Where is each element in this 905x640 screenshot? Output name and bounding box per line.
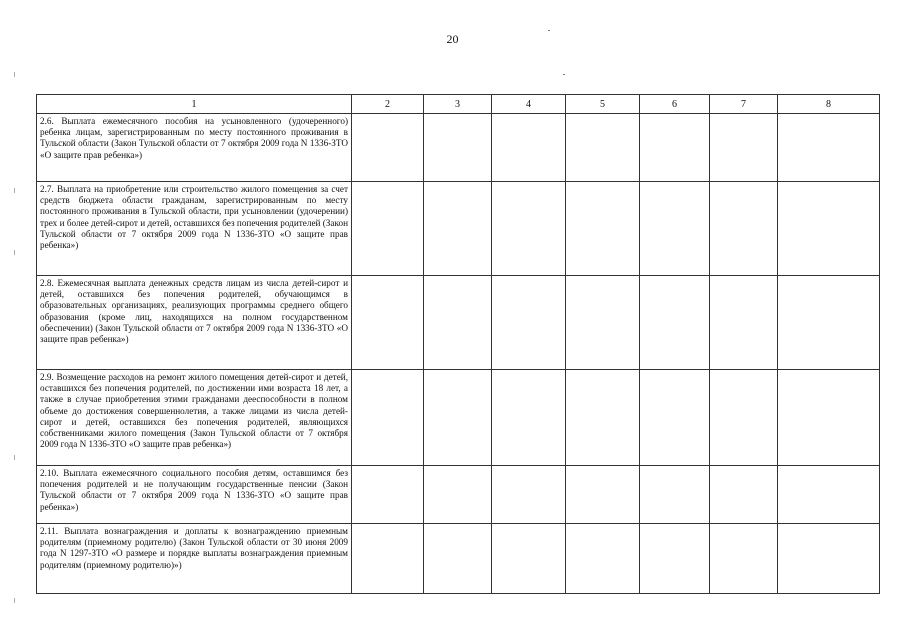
value-cell bbox=[492, 524, 566, 594]
value-cell bbox=[566, 276, 640, 370]
row-description-cell bbox=[37, 182, 352, 276]
table-row bbox=[37, 524, 880, 594]
scan-edge-mark bbox=[14, 250, 15, 255]
value-cell bbox=[352, 276, 424, 370]
value-cell bbox=[492, 276, 566, 370]
value-cell bbox=[492, 466, 566, 524]
row-description-cell bbox=[37, 524, 352, 594]
row-description: 2.8. Ежемесячная выплата денежных средств лицам из числа детей-сирот и детей, оставшихся без попечения родителей, обучающимся в образовательных организациях, реализующих программы среднего общего образования (кроме лиц, находящихся на полном государственном обеспечении) (Закон Тульской области от 7 октября 2009 года N 1336-ЗТО «О защите прав ребенка») bbox=[40, 278, 348, 345]
column-header: 1 bbox=[37, 95, 352, 114]
row-description: 2.11. Выплата вознаграждения и доплаты к вознаграждению приемным родителям (приемному родителю) (Закон Тульской области от 30 июня 2009 года N 1297-ЗТО «О размере и порядке выплаты вознаграждения приемным родителям (приемному родителю)») bbox=[40, 526, 348, 570]
value-cell bbox=[424, 182, 492, 276]
row-description: 2.6. Выплата ежемесячного пособия на усыновленного (удочеренного) ребенка лицам, зарегистрированным по месту постоянного проживания в Тульской области (Закон Тульской области от 7 октября 2009 года N 1336-ЗТО «О защите прав ребенка») bbox=[40, 116, 348, 160]
row-description: 2.9. Возмещение расходов на ремонт жилого помещения детей-сирот и детей, оставшихся без попечения родителей, по достижении ими возраста 18 лет, а также в случае приобретения этими гражданами дееспособности в полном объеме до достижения совершеннолетия, а также лицами из числа детей-сирот и детей, оставшихся без попечения родителей, являющихся собственниками жилого помещения (Закон Тульской области от 7 октября 2009 года N 1336-ЗТО «О защите прав ребенка») bbox=[40, 372, 348, 450]
value-cell bbox=[778, 114, 880, 182]
row-description: 2.10. Выплата ежемесячного социального пособия детям, оставшимся без попечения родителей и не получающим государственные пенсии (Закон Тульской области от 7 октября 2009 года N 1336-ЗТО «О защите прав ребенка») bbox=[40, 468, 348, 512]
value-cell bbox=[566, 370, 640, 466]
table-row bbox=[37, 276, 880, 370]
value-cell bbox=[710, 370, 778, 466]
value-cell bbox=[424, 466, 492, 524]
scan-edge-mark bbox=[14, 188, 15, 193]
scan-speck bbox=[563, 74, 565, 75]
column-header: 7 bbox=[710, 95, 778, 114]
row-description-cell bbox=[37, 370, 352, 466]
value-cell bbox=[640, 276, 710, 370]
page-number: 20 bbox=[446, 32, 459, 46]
value-cell bbox=[710, 524, 778, 594]
scan-edge-mark bbox=[14, 598, 15, 603]
value-cell bbox=[352, 524, 424, 594]
row-description-cell bbox=[37, 466, 352, 524]
scan-speck bbox=[548, 30, 550, 31]
table-row bbox=[37, 466, 880, 524]
value-cell bbox=[778, 276, 880, 370]
value-cell bbox=[566, 524, 640, 594]
value-cell bbox=[778, 466, 880, 524]
value-cell bbox=[424, 114, 492, 182]
value-cell bbox=[640, 466, 710, 524]
value-cell bbox=[352, 466, 424, 524]
value-cell bbox=[640, 182, 710, 276]
value-cell bbox=[352, 182, 424, 276]
column-header: 5 bbox=[566, 95, 640, 114]
value-cell bbox=[640, 370, 710, 466]
value-cell bbox=[424, 276, 492, 370]
value-cell bbox=[566, 114, 640, 182]
column-header: 4 bbox=[492, 95, 566, 114]
value-cell bbox=[492, 370, 566, 466]
row-description-cell bbox=[37, 276, 352, 370]
value-cell bbox=[566, 182, 640, 276]
column-header: 8 bbox=[778, 95, 880, 114]
value-cell bbox=[710, 466, 778, 524]
value-cell bbox=[710, 114, 778, 182]
value-cell bbox=[492, 182, 566, 276]
table-row bbox=[37, 114, 880, 182]
value-cell bbox=[640, 114, 710, 182]
value-cell bbox=[424, 524, 492, 594]
value-cell bbox=[778, 524, 880, 594]
value-cell bbox=[640, 524, 710, 594]
value-cell bbox=[492, 114, 566, 182]
row-description-cell bbox=[37, 114, 352, 182]
column-header: 2 bbox=[352, 95, 424, 114]
value-cell bbox=[710, 276, 778, 370]
value-cell bbox=[778, 370, 880, 466]
value-cell bbox=[566, 466, 640, 524]
data-table bbox=[36, 94, 880, 594]
value-cell bbox=[352, 114, 424, 182]
table-row bbox=[37, 182, 880, 276]
column-header: 6 bbox=[640, 95, 710, 114]
value-cell bbox=[710, 182, 778, 276]
table-header-row bbox=[37, 95, 880, 114]
scan-edge-mark bbox=[14, 72, 15, 77]
column-header: 3 bbox=[424, 95, 492, 114]
scan-edge-mark bbox=[14, 455, 15, 460]
row-description: 2.7. Выплата на приобретение или строительство жилого помещения за счет средств бюджета области гражданам, зарегистрированным по месту постоянного проживания в Тульской области, при усыновлении (удочерении) трех и более детей-сирот и детей, оставшихся без попечения родителей (Закон Тульской области от 7 октября 2009 года N 1336-ЗТО «О защите прав ребенка») bbox=[40, 184, 348, 251]
value-cell bbox=[778, 182, 880, 276]
table-row bbox=[37, 370, 880, 466]
value-cell bbox=[352, 370, 424, 466]
value-cell bbox=[424, 370, 492, 466]
